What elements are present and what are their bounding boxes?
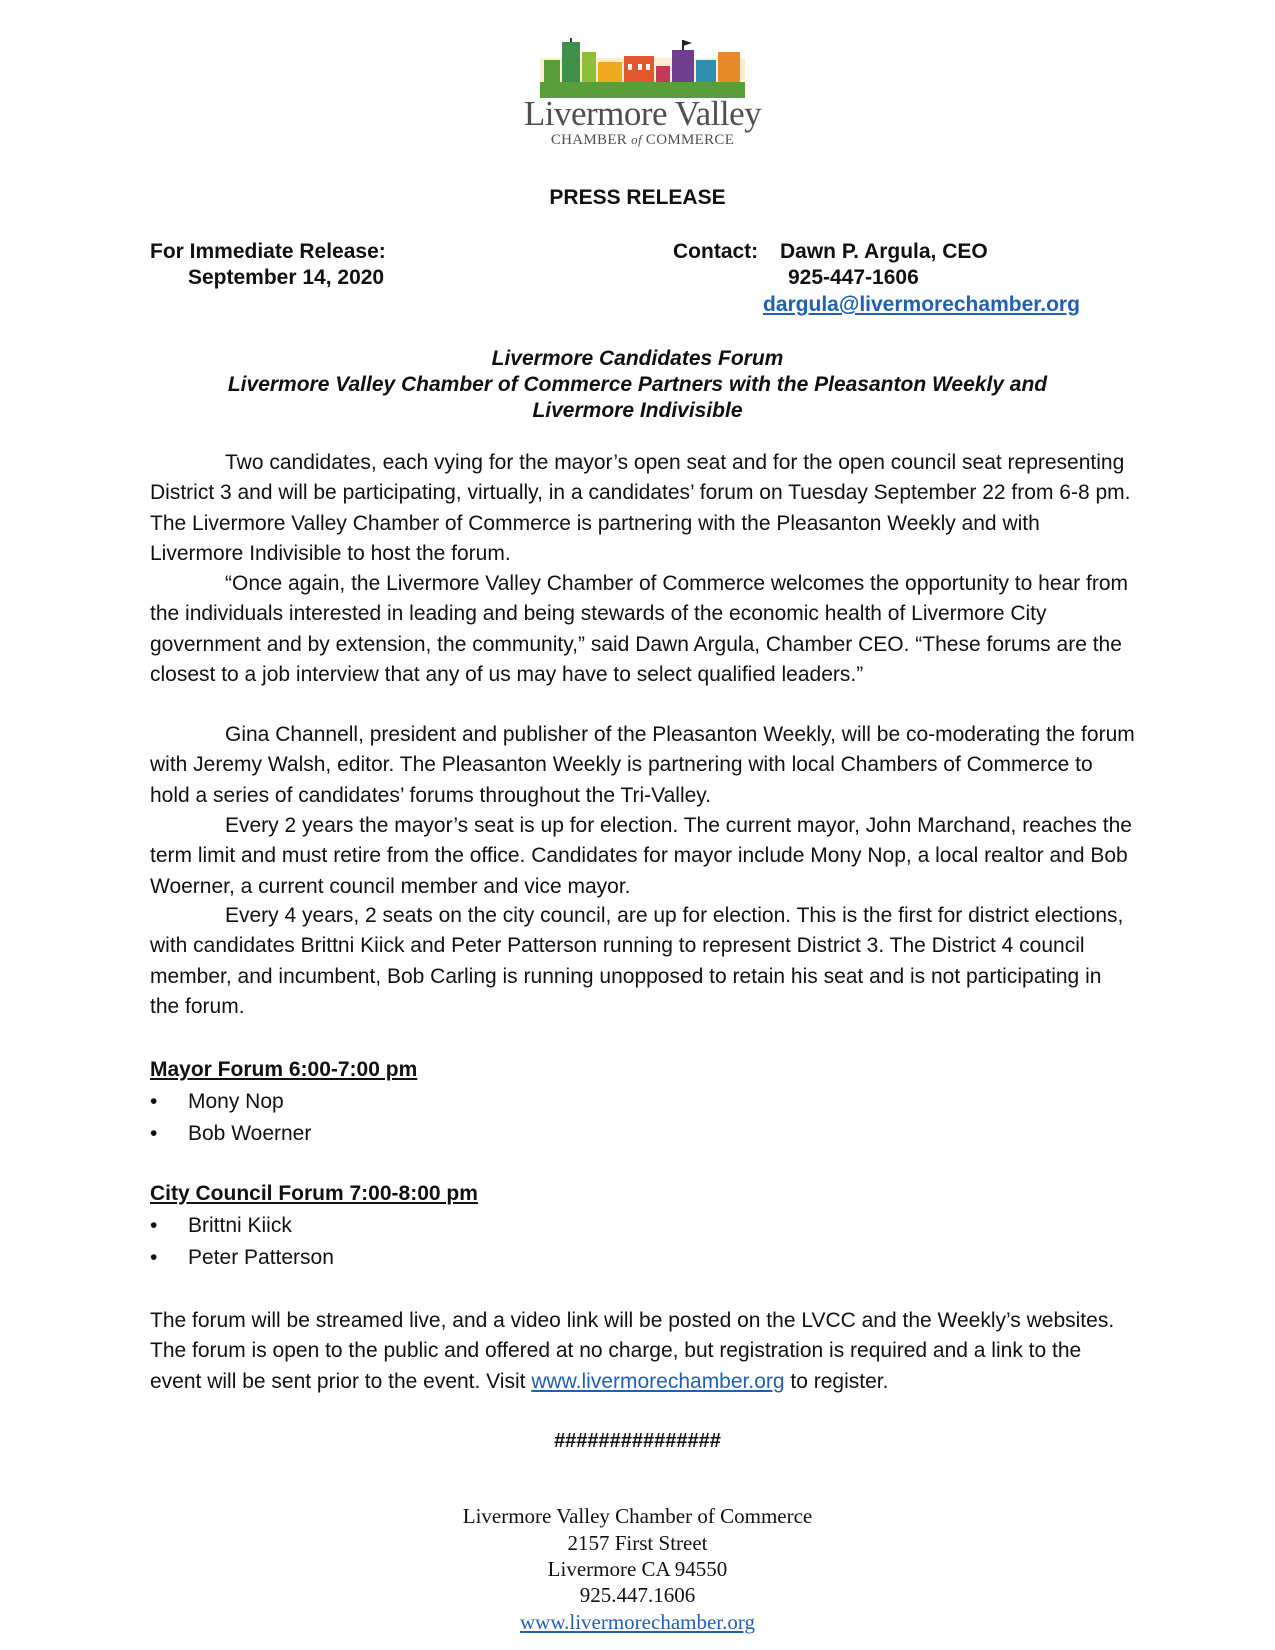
subject-block <box>150 346 1125 424</box>
paragraph-3: Gina Channell, president and publisher of the Pleasanton Weekly, will be co-moderating the forum with Jeremy Walsh, editor. The Pleasanton Weekly is partnering with local Chambers of Commerce to hold a series of candidates’ forums throughout the Tri-Valley. <box>150 723 1135 807</box>
footer-website-link[interactable]: www.livermorechamber.org <box>519 1610 755 1634</box>
footer-city: Livermore CA 94550 <box>547 1557 728 1581</box>
footer-street: 2157 First Street <box>567 1531 708 1555</box>
end-marks: ############### <box>554 1430 721 1452</box>
footer-org: Livermore Valley Chamber of Commerce <box>462 1504 813 1528</box>
contact-name: Dawn P. Argula, CEO <box>780 240 988 263</box>
bullet-icon: • <box>150 1122 158 1145</box>
mayor-candidate-2: Bob Woerner <box>188 1122 312 1145</box>
bullet-icon: • <box>150 1090 158 1113</box>
subject-line-3: Livermore Indivisible <box>532 399 743 422</box>
contact-label: Contact: <box>673 240 759 263</box>
footer-phone: 925.447.1606 <box>579 1583 696 1607</box>
contact-phone: 925-447-1606 <box>788 266 919 289</box>
council-candidate-2: Peter Patterson <box>188 1246 334 1269</box>
paragraph-2: “Once again, the Livermore Valley Chamber of Commerce welcomes the opportunity to hear from the individuals interested in leading and being stewards of the economic health of Livermore City government and by extension, the community,” said Dawn Argula, Chamber CEO. “These forums are the closest to a job interview that any of us may have to select qualified leaders.” <box>150 572 1129 686</box>
mayor-forum-heading: Mayor Forum 6:00-7:00 pm <box>150 1058 418 1081</box>
council-candidate-1: Brittni Kiick <box>188 1214 292 1237</box>
paragraph-4: Every 2 years the mayor’s seat is up for election. The current mayor, John Marchand, reaches the term limit and must retire from the office. Candidates for mayor include Mony Nop, a local realtor and Bob Woerner, a current council member and vice mayor. <box>150 814 1132 898</box>
footer-website[interactable] <box>0 1609 1275 1636</box>
logo-title: Livermore Valley <box>523 94 762 133</box>
contact-email[interactable] <box>763 293 1080 317</box>
bullet-icon: • <box>150 1246 158 1269</box>
press-release-title: PRESS RELEASE <box>549 186 726 209</box>
release-date: September 14, 2020 <box>188 266 385 289</box>
closing-paragraph: The forum will be streamed live, and a video link will be posted on the LVCC and the Weekly’s websites. The forum is open to the public and offered at no charge, but registration is required and a link to the event will be sent prior to the event. Visit www.livermorechamber.org to register. <box>150 1309 1115 1393</box>
council-forum-heading: City Council Forum 7:00-8:00 pm <box>150 1182 478 1205</box>
release-label: For Immediate Release: <box>150 240 386 263</box>
register-link[interactable]: www.livermorechamber.org <box>531 1369 785 1393</box>
contact-email-link[interactable]: dargula@livermorechamber.org <box>763 293 1080 316</box>
city-skyline-logo-icon <box>540 38 745 98</box>
bullet-icon: • <box>150 1214 158 1237</box>
paragraph-1: Two candidates, each vying for the mayor’s open seat and for the open council seat representing District 3 and will be participating, virtually, in a candidates’ forum on Tuesday September 22 from 6-8 pm. The Livermore Valley Chamber of Commerce is partnering with the Pleasanton Weekly and with Livermore Indivisible to host the forum. <box>150 451 1131 565</box>
mayor-candidate-1: Mony Nop <box>188 1090 284 1113</box>
subject-line-2: Livermore Valley Chamber of Commerce Partners with the Pleasanton Weekly and <box>227 373 1048 396</box>
paragraph-5: Every 4 years, 2 seats on the city council, are up for election. This is the first for district elections, with candidates Brittni Kiick and Peter Patterson running to represent District 3. The District 4 council member, and incumbent, Bob Carling is running unopposed to retain his seat and is not participating in the forum. <box>150 904 1124 1018</box>
subject-line-1: Livermore Candidates Forum <box>491 347 784 370</box>
chamber-logo <box>510 38 775 153</box>
logo-subtitle: CHAMBER of COMMERCE <box>550 132 735 148</box>
